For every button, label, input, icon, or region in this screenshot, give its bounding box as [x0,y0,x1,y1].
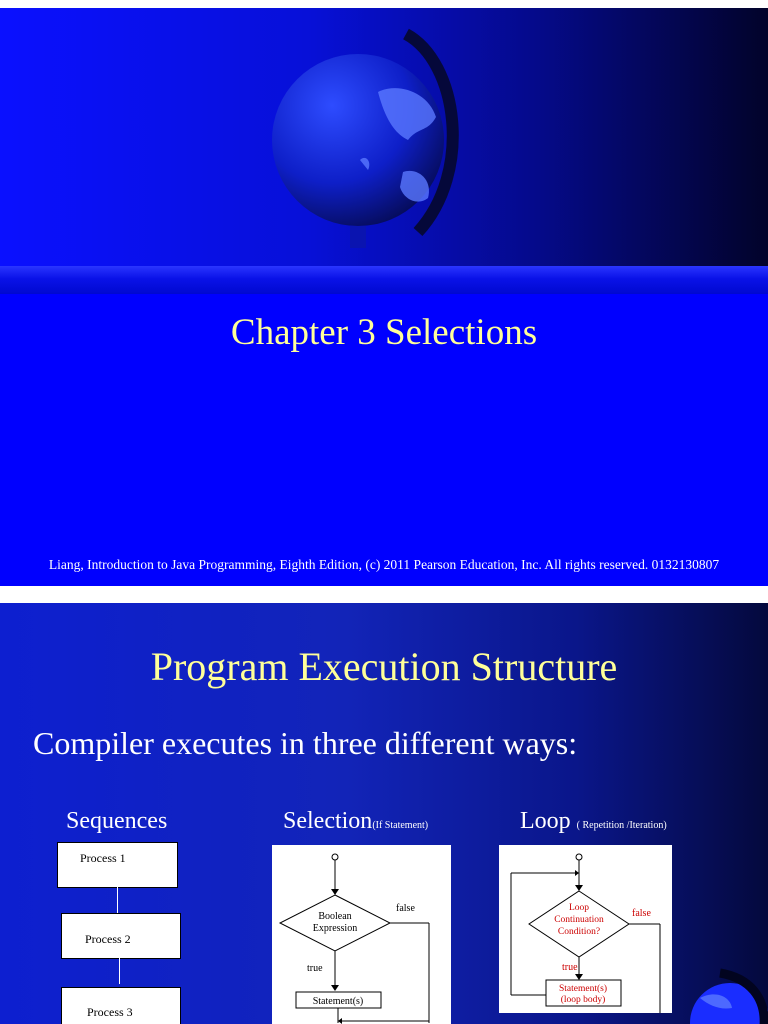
loop-heading-text: Loop [520,808,571,834]
loop-true-label: true [562,962,578,973]
globe-icon [268,22,468,294]
true-label: true [307,963,323,974]
loop-condition-text-2: Continuation [554,915,604,925]
sequences-heading-text: Sequences [66,808,168,834]
statement-text: Statement(s) [312,996,364,1007]
selection-heading [283,808,428,835]
process-box-3 [61,987,181,1024]
process-label: Process 2 [85,932,131,946]
loop-body-text-1: Statement(s) [558,984,608,994]
accent-stripe [0,266,768,294]
loop-note: ( Repetition /Iteration) [576,820,667,831]
title-slide [0,8,768,586]
globe-icon [660,968,768,1024]
process-box-2 [61,913,181,959]
content-slide [0,603,768,1024]
selection-note: (If Statement) [372,820,429,831]
loop-flowchart-diagram [499,845,672,1013]
slide-title: Program Execution Structure [150,644,618,689]
process-label: Process 1 [80,851,126,865]
sequence-arrow [117,887,118,913]
condition-text-2: Expression [312,923,358,934]
condition-text-1: Boolean [318,911,352,922]
sequences-heading [66,808,167,835]
loop-condition-text-3: Condition? [557,927,601,937]
process-label: Process 3 [87,1005,133,1019]
loop-false-label: false [632,908,651,919]
loop-flowchart [499,845,672,1013]
loop-heading [520,808,667,835]
selection-flowchart-diagram [272,845,451,1024]
slide-title: Chapter 3 Selections [230,312,538,353]
slide-subtitle: Compiler executes in three different ways: [33,725,578,761]
false-label: false [396,903,415,914]
copyright-footer: Liang, Introduction to Java Programming, Eighth Edition, (c) 2011 Pearson Education, Inc. All rights reserved. 0132130807 [48,557,720,572]
loop-body-text-2: (loop body) [560,995,606,1005]
process-box-1 [57,842,178,888]
loop-condition-text-1: Loop [568,903,590,913]
selection-flowchart [272,845,451,1024]
sequence-arrow [119,958,120,984]
selection-heading-text: Selection [283,808,373,834]
